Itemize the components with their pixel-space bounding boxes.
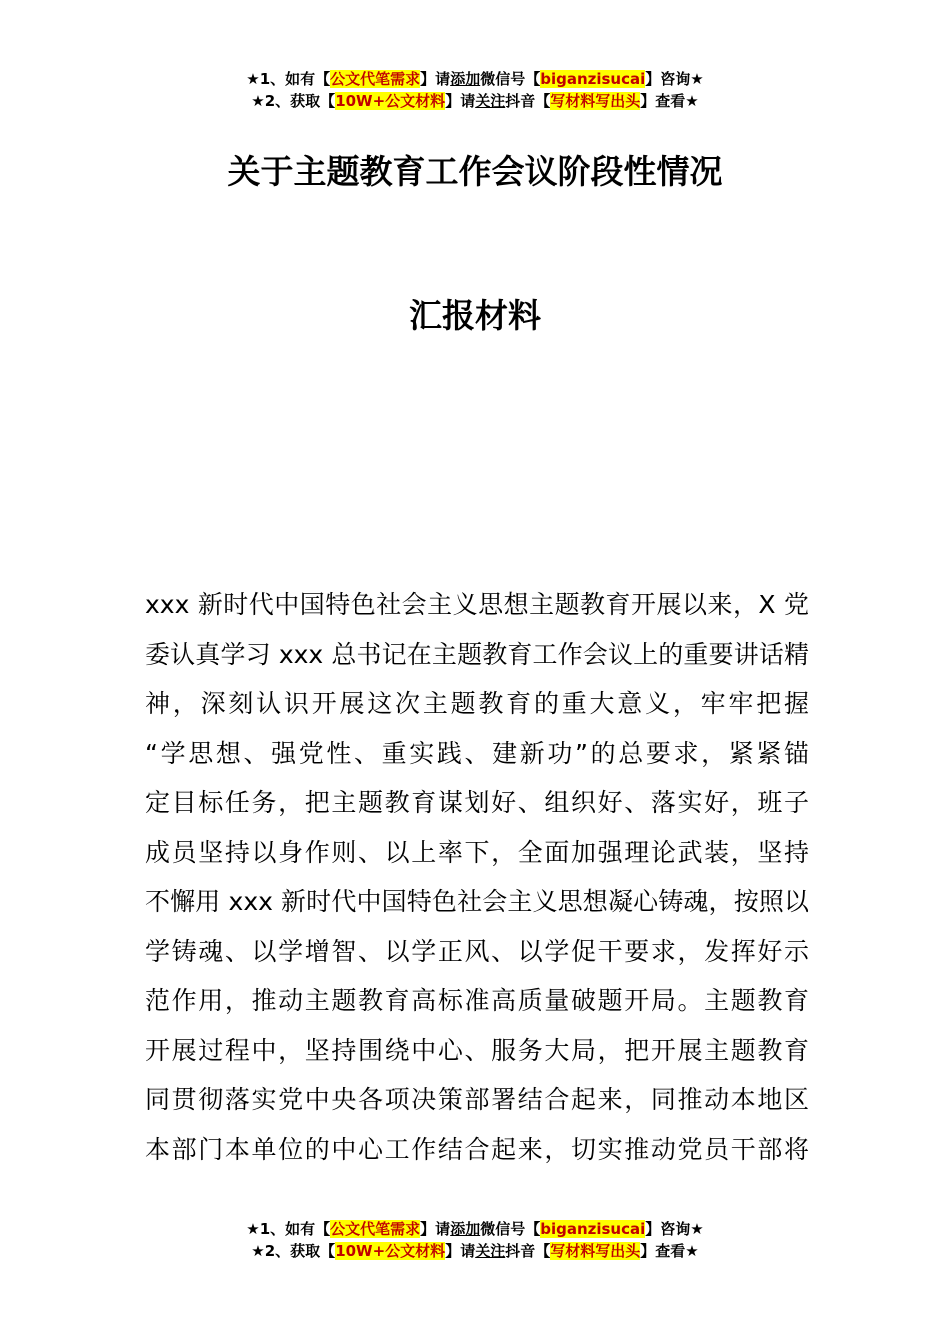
promo-footer xyxy=(0,1218,950,1262)
promo-highlight: 公文代笔需求 xyxy=(330,70,421,88)
promo-line-1 xyxy=(0,68,950,90)
promo-text: 】咨询★ xyxy=(645,70,704,88)
body-line: 委认真学习 xxx 总书记在主题教育工作会议上的重要讲话精 xyxy=(145,639,809,669)
promo-underline: 添加 xyxy=(450,1220,481,1238)
body-line: 定目标任务，把主题教育谋划好、组织好、落实好，班子 xyxy=(145,788,809,817)
document-title-line-2: 汇报材料 xyxy=(409,296,541,335)
promo-highlight: 10W+公文材料 xyxy=(335,1242,446,1260)
promo-text: 微信号【 xyxy=(480,1220,541,1238)
body-paragraph xyxy=(145,580,809,1174)
body-line: 同贯彻落实党中央各项决策部署结合起来，同推动本地区 xyxy=(145,1085,809,1114)
body-line: 范作用，推动主题教育高标准高质量破题开局。主题教育 xyxy=(145,986,809,1015)
promo-douyin-id: 写材料写出头 xyxy=(550,92,641,110)
promo-wechat-id: biganzisucai xyxy=(540,1220,646,1238)
promo-line-2 xyxy=(0,90,950,112)
body-line: 本部门本单位的中心工作结合起来，切实推动党员干部将 xyxy=(145,1134,809,1164)
promo-line-2 xyxy=(0,1240,950,1262)
promo-text: 】查看★ xyxy=(640,1242,699,1260)
body-line: “学思想、强党性、重实践、建新功”的总要求，紧紧锚 xyxy=(145,738,809,768)
promo-text: 】请 xyxy=(445,1242,476,1260)
promo-text: ★1、如有【 xyxy=(246,70,331,88)
promo-header xyxy=(0,68,950,112)
promo-text: ★2、获取【 xyxy=(251,1242,336,1260)
promo-text: 】请 xyxy=(420,70,451,88)
document-title-line-1: 关于主题教育工作会议阶段性情况 xyxy=(227,152,723,191)
promo-underline: 关注 xyxy=(475,1242,506,1260)
promo-text: 】请 xyxy=(420,1220,451,1238)
promo-underline: 添加 xyxy=(450,70,481,88)
promo-text: 微信号【 xyxy=(480,70,541,88)
promo-text: 抖音【 xyxy=(505,1242,551,1260)
body-line: 开展过程中，坚持围绕中心、服务大局，把开展主题教育 xyxy=(145,1035,809,1065)
body-line: 不懈用 xxx 新时代中国特色社会主义思想凝心铸魂，按照以 xyxy=(145,887,809,916)
promo-text: 】请 xyxy=(445,92,476,110)
promo-text: ★1、如有【 xyxy=(246,1220,331,1238)
promo-underline: 关注 xyxy=(475,92,506,110)
promo-text: 抖音【 xyxy=(505,92,551,110)
promo-text: 】查看★ xyxy=(640,92,699,110)
promo-wechat-id: biganzisucai xyxy=(540,70,646,88)
promo-text: ★2、获取【 xyxy=(251,92,336,110)
promo-text: 】咨询★ xyxy=(645,1220,704,1238)
promo-highlight: 10W+公文材料 xyxy=(335,92,446,110)
body-line: 学铸魂、以学增智、以学正风、以学促干要求，发挥好示 xyxy=(145,936,809,966)
promo-highlight: 公文代笔需求 xyxy=(330,1220,421,1238)
body-line: xxx 新时代中国特色社会主义思想主题教育开展以来，X 党 xyxy=(145,590,809,619)
promo-line-1 xyxy=(0,1218,950,1240)
body-line: 成员坚持以身作则、以上率下，全面加强理论武装，坚持 xyxy=(145,837,809,867)
body-line: 神，深刻认识开展这次主题教育的重大意义，牢牢把握 xyxy=(145,689,809,718)
promo-douyin-id: 写材料写出头 xyxy=(550,1242,641,1260)
